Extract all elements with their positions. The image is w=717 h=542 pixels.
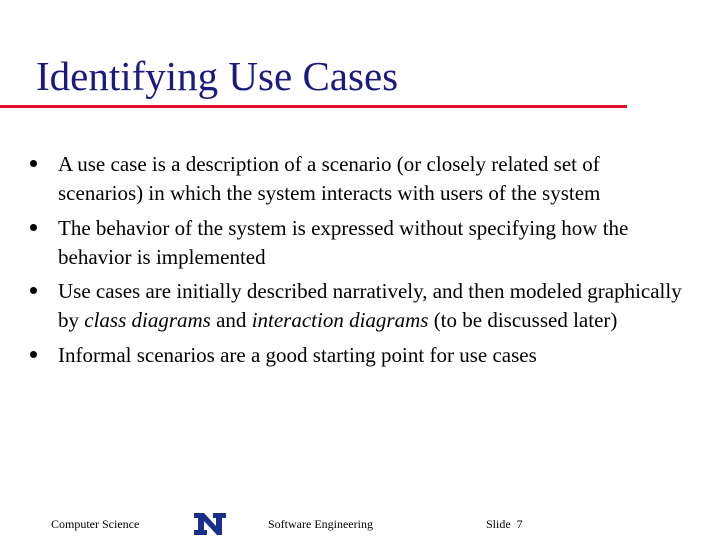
bullet-icon	[30, 287, 37, 294]
bullet-icon	[30, 224, 37, 231]
slide-number: 7	[516, 517, 523, 531]
bullet-text: Informal scenarios are a good starting point for use cases	[58, 343, 537, 367]
bullet-text: A use case is a description of a scenario (or closely related set of scenarios) in which the system interacts with users of the system	[58, 152, 601, 205]
bullet-item	[30, 150, 690, 208]
bullet-icon	[30, 351, 37, 358]
bullet-text-start: Use cases are initially described narratively, and then modeled graphically by	[58, 279, 682, 332]
title-divider	[0, 105, 627, 108]
footer-slide-number	[486, 517, 523, 532]
slide-label: Slide	[486, 517, 511, 531]
bullet-item	[30, 341, 690, 370]
footer-department: Computer Science	[51, 517, 140, 531]
slide-title: Identifying Use Cases	[36, 53, 399, 99]
bullet-item	[30, 277, 690, 335]
bullet-item	[30, 214, 690, 272]
bullet-list	[30, 150, 690, 376]
bullet-text: The behavior of the system is expressed without specifying how the behavior is implemented	[58, 216, 629, 269]
emphasis-class-diagrams: class diagrams	[84, 308, 211, 332]
emphasis-interaction-diagrams: interaction diagrams	[251, 308, 429, 332]
bullet-text-end: (to be discussed later)	[428, 308, 618, 332]
footer-course: Software Engineering	[268, 517, 373, 531]
university-logo-icon	[193, 512, 227, 536]
bullet-icon	[30, 160, 37, 167]
bullet-text-middle: and	[210, 308, 252, 332]
